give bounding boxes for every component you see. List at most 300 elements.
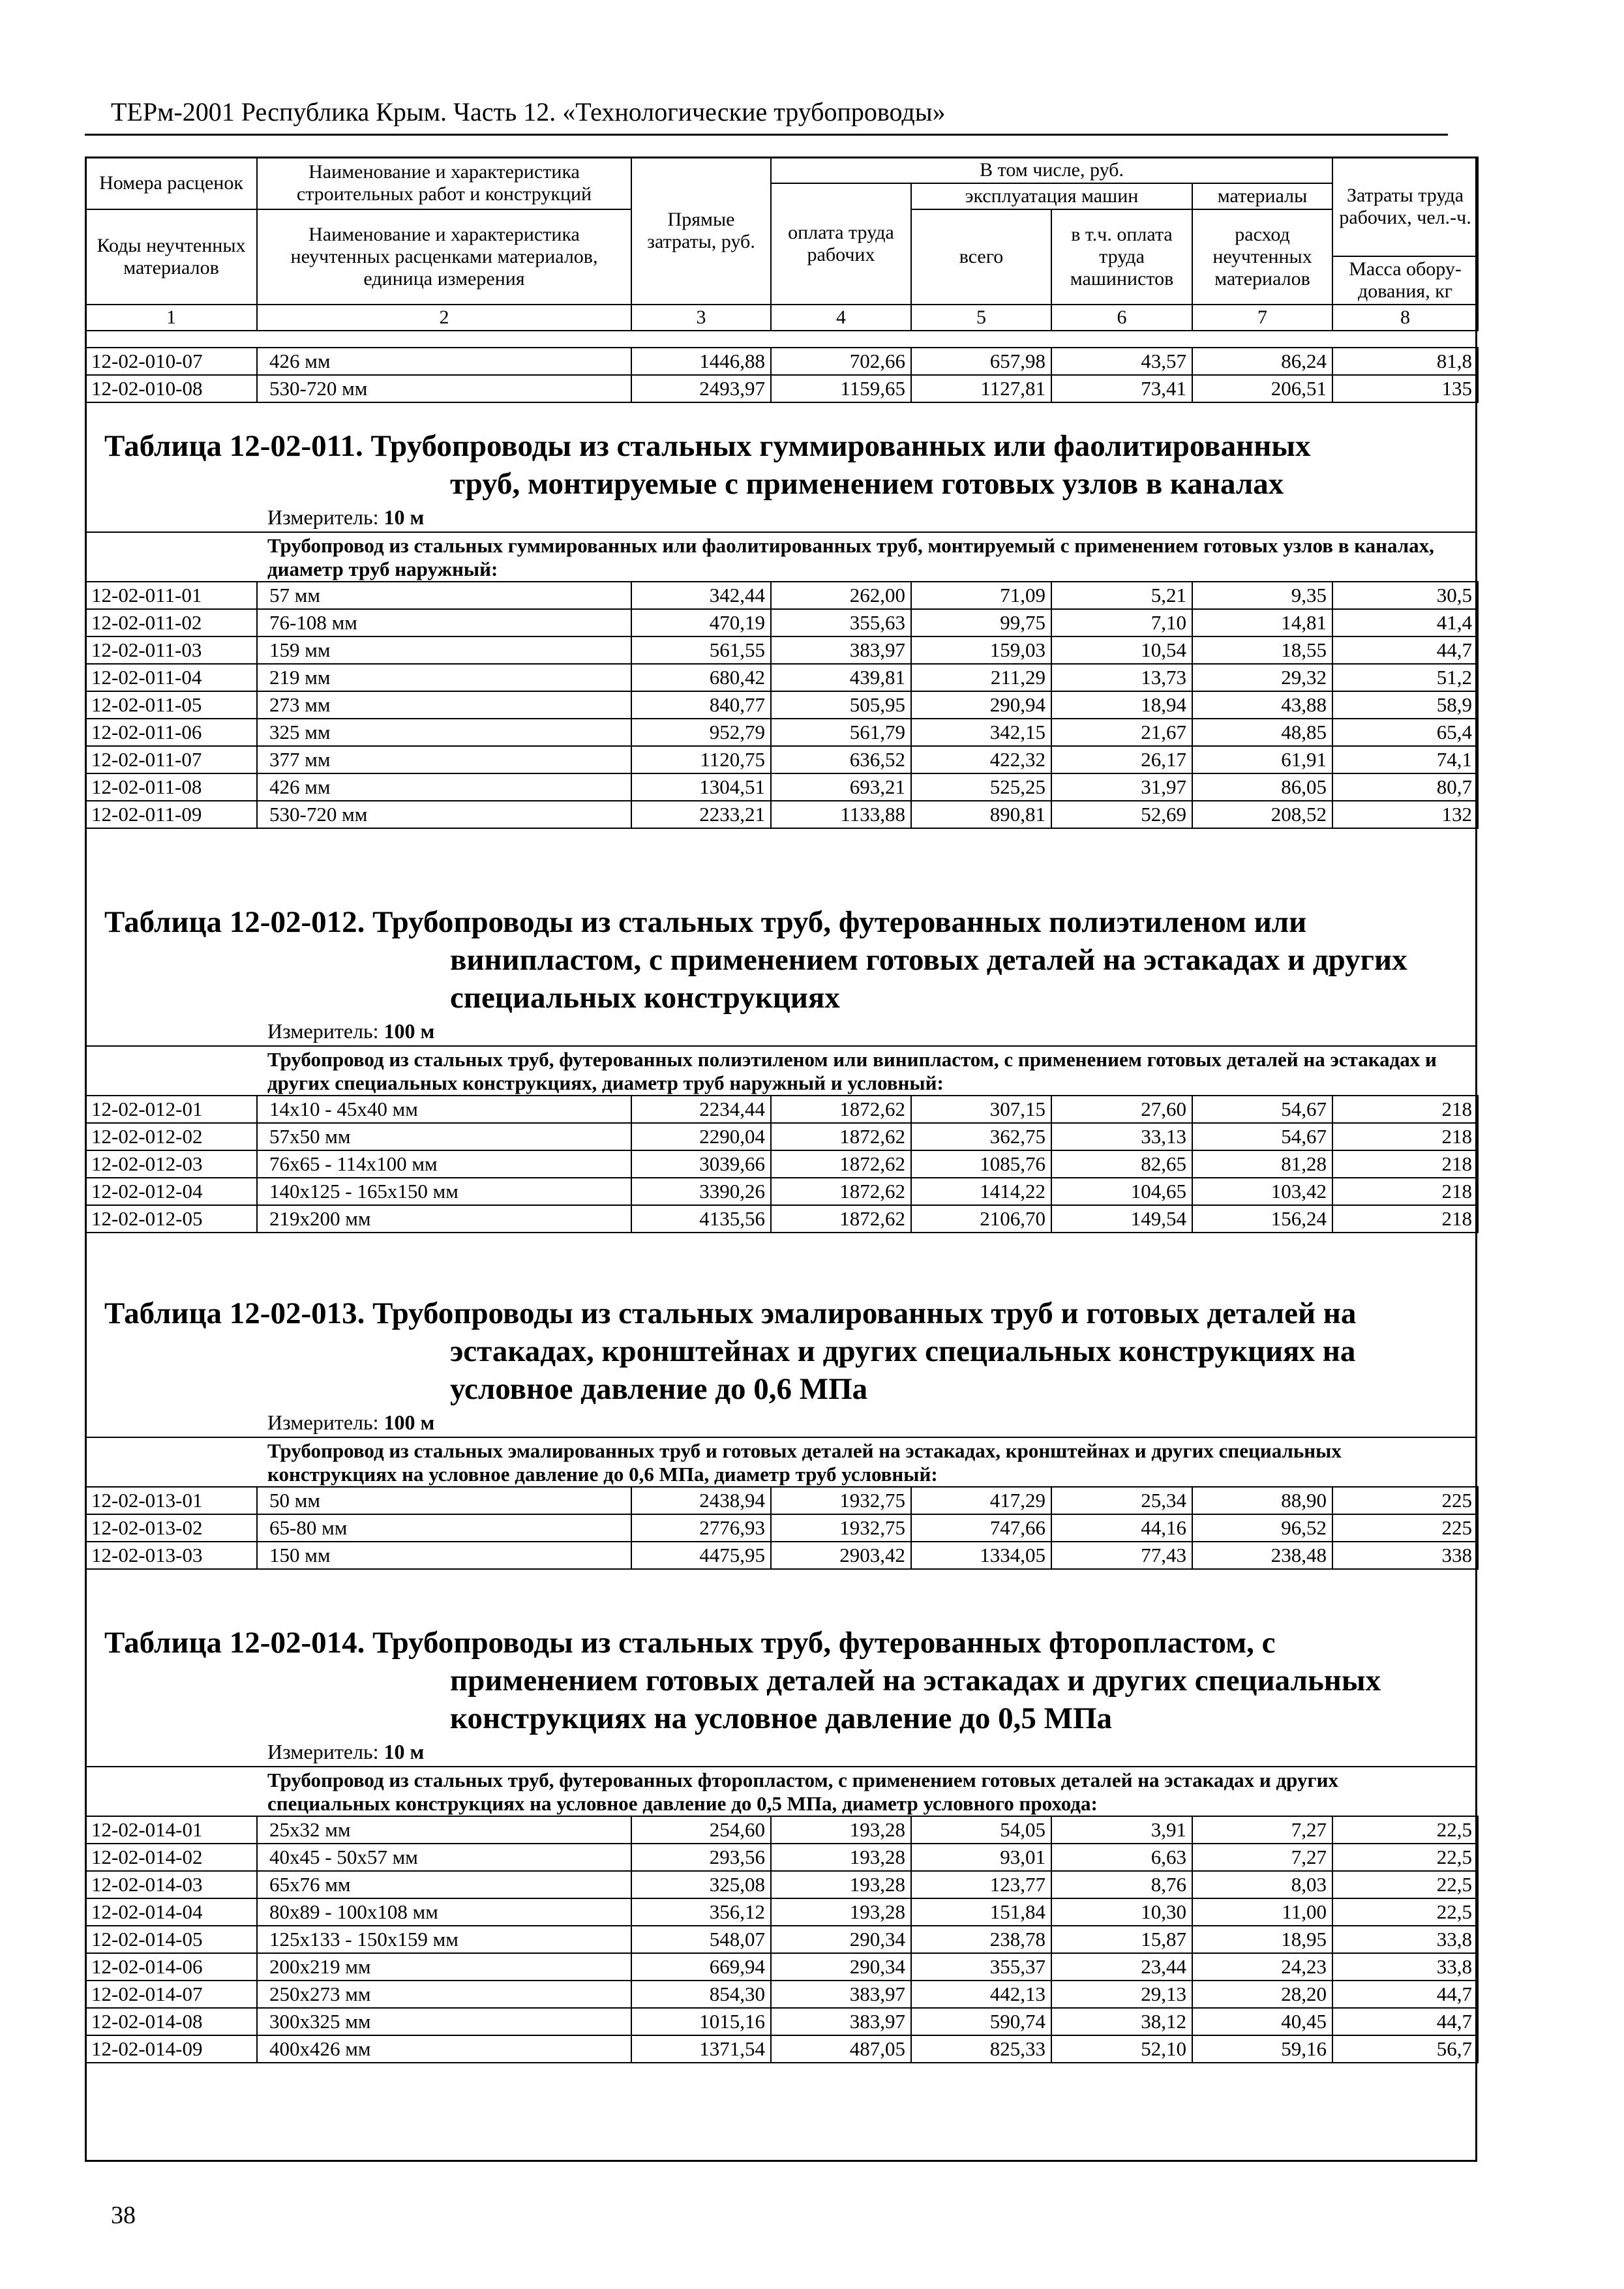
cell-worker-pay: 693,21	[771, 773, 911, 801]
cell-labor-costs: 135	[1332, 375, 1478, 402]
table-title-line: винипластом, с применением готовых деталей на эстакадах и других	[450, 943, 1407, 977]
table-row	[85, 1926, 1478, 1953]
cell-operator-pay: 6,63	[1051, 1844, 1192, 1871]
cell-material-consumption: 54,67	[1192, 1123, 1332, 1150]
cell-rate-code: 12-02-011-03	[85, 636, 257, 664]
cell-rate-code: 12-02-014-09	[85, 2035, 257, 2063]
cell-worker-pay: 383,97	[771, 636, 911, 664]
cell-rate-code: 12-02-013-01	[85, 1487, 257, 1514]
column-index: 4	[771, 305, 911, 331]
cell-rate-code: 12-02-014-04	[85, 1898, 257, 1926]
cell-direct-costs: 293,56	[631, 1844, 771, 1871]
table-row	[85, 746, 1478, 773]
cell-material-consumption: 156,24	[1192, 1205, 1332, 1233]
cell-machines-total: 1085,76	[911, 1150, 1051, 1178]
cell-direct-costs: 561,55	[631, 636, 771, 664]
cell-machines-total: 362,75	[911, 1123, 1051, 1150]
cell-labor-costs: 22,5	[1332, 1871, 1478, 1898]
table-row	[85, 1514, 1478, 1542]
cell-work-name: 65х76 мм	[257, 1871, 631, 1898]
cell-worker-pay: 193,28	[771, 1844, 911, 1871]
cell-material-consumption: 14,81	[1192, 609, 1332, 636]
cell-machines-total: 417,29	[911, 1487, 1051, 1514]
cell-work-name: 57х50 мм	[257, 1123, 631, 1150]
measure-value: 100 м	[383, 1019, 435, 1043]
cell-material-consumption: 61,91	[1192, 746, 1332, 773]
cell-machines-total: 590,74	[911, 2008, 1051, 2035]
table-row	[85, 1542, 1478, 1569]
cell-rate-code: 12-02-014-08	[85, 2008, 257, 2035]
header-rule	[85, 134, 1448, 136]
cell-labor-costs: 74,1	[1332, 746, 1478, 773]
cell-material-consumption: 88,90	[1192, 1487, 1332, 1514]
header-equipment-mass: Масса обору-дования, кг	[1332, 256, 1478, 305]
column-index: 7	[1192, 305, 1332, 331]
cell-labor-costs: 338	[1332, 1542, 1478, 1569]
table-row	[85, 1871, 1478, 1898]
measure-line	[85, 1408, 1477, 1437]
cell-worker-pay: 636,52	[771, 746, 911, 773]
cell-machines-total: 747,66	[911, 1514, 1051, 1542]
cell-machines-total: 2106,70	[911, 1205, 1051, 1233]
cell-worker-pay: 2903,42	[771, 1542, 911, 1569]
cell-rate-code: 12-02-011-08	[85, 773, 257, 801]
cell-worker-pay: 262,00	[771, 582, 911, 609]
cell-work-name: 14х10 - 45х40 мм	[257, 1096, 631, 1123]
table-title-line: Трубопроводы из стальных эмалированных труб и готовых деталей на	[372, 1296, 1357, 1330]
cell-direct-costs: 325,08	[631, 1871, 771, 1898]
cell-rate-code: 12-02-011-01	[85, 582, 257, 609]
cell-labor-costs: 44,7	[1332, 2008, 1478, 2035]
cell-work-name: 273 мм	[257, 691, 631, 719]
rates-table	[85, 1486, 1479, 1570]
cell-work-name: 530-720 мм	[257, 375, 631, 402]
cell-labor-costs: 44,7	[1332, 636, 1478, 664]
header-material-codes: Коды неучтенных материалов	[85, 209, 257, 305]
cell-labor-costs: 33,8	[1332, 1953, 1478, 1981]
cell-machines-total: 825,33	[911, 2035, 1051, 2063]
rates-table	[85, 581, 1479, 829]
column-index: 6	[1051, 305, 1192, 331]
cell-rate-code: 12-02-011-02	[85, 609, 257, 636]
cell-operator-pay: 13,73	[1051, 664, 1192, 691]
cell-material-consumption: 96,52	[1192, 1514, 1332, 1542]
table-row	[85, 1096, 1478, 1123]
header-work-name: Наименование и характеристика строительных работ и конструкций	[257, 157, 631, 209]
table-row	[85, 1178, 1478, 1205]
measure-label: Измеритель:	[267, 1740, 379, 1763]
cell-labor-costs: 218	[1332, 1123, 1478, 1150]
cell-material-consumption: 9,35	[1192, 582, 1332, 609]
cell-material-consumption: 86,24	[1192, 348, 1332, 375]
cell-operator-pay: 7,10	[1051, 609, 1192, 636]
cell-worker-pay: 383,97	[771, 1981, 911, 2008]
cell-machines-total: 1334,05	[911, 1542, 1051, 1569]
cell-direct-costs: 669,94	[631, 1953, 771, 1981]
cell-worker-pay: 193,28	[771, 1871, 911, 1898]
cell-material-consumption: 7,27	[1192, 1844, 1332, 1871]
cell-machines-total: 54,05	[911, 1816, 1051, 1844]
cell-rate-code: 12-02-014-03	[85, 1871, 257, 1898]
measure-value: 100 м	[383, 1411, 435, 1434]
table-row	[85, 1981, 1478, 2008]
cell-rate-code: 12-02-011-04	[85, 664, 257, 691]
table-row	[85, 1953, 1478, 1981]
cell-worker-pay: 1159,65	[771, 375, 911, 402]
cell-direct-costs: 1371,54	[631, 2035, 771, 2063]
cell-worker-pay: 1932,75	[771, 1514, 911, 1542]
cell-direct-costs: 1120,75	[631, 746, 771, 773]
table-title	[85, 903, 1477, 1017]
table-row	[85, 609, 1478, 636]
table-row	[85, 1123, 1478, 1150]
cell-work-name: 250х273 мм	[257, 1981, 631, 2008]
cell-direct-costs: 3039,66	[631, 1150, 771, 1178]
cell-direct-costs: 548,07	[631, 1926, 771, 1953]
cell-worker-pay: 1133,88	[771, 801, 911, 828]
cell-labor-costs: 65,4	[1332, 719, 1478, 746]
cell-labor-costs: 41,4	[1332, 609, 1478, 636]
cell-operator-pay: 5,21	[1051, 582, 1192, 609]
section-12-02-014	[85, 1624, 1477, 2063]
cell-rate-code: 12-02-012-02	[85, 1123, 257, 1150]
section-12-02-011	[85, 427, 1477, 829]
cell-rate-code: 12-02-014-01	[85, 1816, 257, 1844]
cell-direct-costs: 680,42	[631, 664, 771, 691]
cell-labor-costs: 81,8	[1332, 348, 1478, 375]
table-title-line: условное давление до 0,6 МПа	[450, 1372, 868, 1406]
cell-operator-pay: 3,91	[1051, 1816, 1192, 1844]
column-index-row	[85, 305, 1478, 331]
cell-machines-total: 525,25	[911, 773, 1051, 801]
cell-work-name: 400х426 мм	[257, 2035, 631, 2063]
cell-operator-pay: 26,17	[1051, 746, 1192, 773]
header-worker-pay: оплата труда рабочих	[771, 183, 911, 305]
cell-worker-pay: 383,97	[771, 2008, 911, 2035]
cell-material-consumption: 8,03	[1192, 1871, 1332, 1898]
cell-machines-total: 657,98	[911, 348, 1051, 375]
cell-rate-code: 12-02-014-07	[85, 1981, 257, 2008]
cell-labor-costs: 132	[1332, 801, 1478, 828]
cell-machines-total: 355,37	[911, 1953, 1051, 1981]
table-row	[85, 348, 1478, 375]
cell-direct-costs: 3390,26	[631, 1178, 771, 1205]
table-title-line: специальных конструкциях	[450, 981, 840, 1015]
table-description: Трубопровод из стальных труб, футерованных фторопластом, с применением готовых деталей на эстакадах и других специальных конструкциях на условное давление до 0,5 МПа, диаметр условного прохода:	[85, 1766, 1477, 1816]
cell-machines-total: 1127,81	[911, 375, 1051, 402]
cell-direct-costs: 1304,51	[631, 773, 771, 801]
header-operator-pay: в т.ч. оплата труда машинистов	[1051, 209, 1192, 305]
continued-table	[85, 347, 1479, 403]
cell-worker-pay: 1872,62	[771, 1123, 911, 1150]
cell-material-consumption: 18,55	[1192, 636, 1332, 664]
cell-worker-pay: 290,34	[771, 1926, 911, 1953]
cell-operator-pay: 31,97	[1051, 773, 1192, 801]
table-row	[85, 582, 1478, 609]
cell-direct-costs: 2234,44	[631, 1096, 771, 1123]
table-row	[85, 773, 1478, 801]
cell-operator-pay: 73,41	[1051, 375, 1192, 402]
cell-operator-pay: 8,76	[1051, 1871, 1192, 1898]
cell-rate-code: 12-02-012-04	[85, 1178, 257, 1205]
cell-material-consumption: 29,32	[1192, 664, 1332, 691]
measure-line	[85, 1017, 1477, 1045]
cell-machines-total: 211,29	[911, 664, 1051, 691]
cell-operator-pay: 43,57	[1051, 348, 1192, 375]
cell-labor-costs: 225	[1332, 1487, 1478, 1514]
table-title	[85, 1624, 1477, 1737]
column-index: 2	[257, 305, 631, 331]
table-row	[85, 1898, 1478, 1926]
cell-machines-total: 1414,22	[911, 1178, 1051, 1205]
cell-machines-total: 442,13	[911, 1981, 1051, 2008]
measure-value: 10 м	[383, 1740, 425, 1763]
cell-work-name: 125х133 - 150х159 мм	[257, 1926, 631, 1953]
cell-worker-pay: 355,63	[771, 609, 911, 636]
header-material-consumption: расход неучтенных материалов	[1192, 209, 1332, 305]
cell-material-consumption: 208,52	[1192, 801, 1332, 828]
table-number: Таблица 12-02-014.	[104, 1626, 365, 1660]
cell-rate-code: 12-02-013-03	[85, 1542, 257, 1569]
cell-material-consumption: 24,23	[1192, 1953, 1332, 1981]
cell-operator-pay: 21,67	[1051, 719, 1192, 746]
cell-work-name: 65-80 мм	[257, 1514, 631, 1542]
table-title	[85, 427, 1477, 503]
cell-operator-pay: 23,44	[1051, 1953, 1192, 1981]
measure-label: Измеритель:	[267, 1019, 379, 1043]
cell-worker-pay: 702,66	[771, 348, 911, 375]
table-row	[85, 375, 1478, 402]
table-number: Таблица 12-02-013.	[104, 1296, 365, 1330]
table-row	[85, 664, 1478, 691]
table-row	[85, 1816, 1478, 1844]
cell-work-name: 40х45 - 50х57 мм	[257, 1844, 631, 1871]
cell-work-name: 76х65 - 114х100 мм	[257, 1150, 631, 1178]
cell-material-consumption: 43,88	[1192, 691, 1332, 719]
cell-direct-costs: 342,44	[631, 582, 771, 609]
cell-operator-pay: 104,65	[1051, 1178, 1192, 1205]
cell-operator-pay: 149,54	[1051, 1205, 1192, 1233]
cell-labor-costs: 218	[1332, 1096, 1478, 1123]
cell-worker-pay: 193,28	[771, 1816, 911, 1844]
section-12-02-013	[85, 1294, 1477, 1570]
cell-machines-total: 890,81	[911, 801, 1051, 828]
cell-labor-costs: 51,2	[1332, 664, 1478, 691]
cell-work-name: 530-720 мм	[257, 801, 631, 828]
cell-worker-pay: 1932,75	[771, 1487, 911, 1514]
table-number: Таблица 12-02-011.	[104, 429, 363, 463]
cell-labor-costs: 58,9	[1332, 691, 1478, 719]
section-12-02-012	[85, 903, 1477, 1233]
cell-operator-pay: 82,65	[1051, 1150, 1192, 1178]
table-row	[85, 691, 1478, 719]
header-machine-operation: эксплуатация машин	[911, 183, 1192, 209]
cell-machines-total: 151,84	[911, 1898, 1051, 1926]
cell-work-name: 219х200 мм	[257, 1205, 631, 1233]
cell-rate-code: 12-02-014-02	[85, 1844, 257, 1871]
table-row	[85, 1150, 1478, 1178]
table-title-line: Трубопроводы из стальных труб, футерованных фторопластом, с	[372, 1626, 1276, 1660]
cell-rate-code: 12-02-011-06	[85, 719, 257, 746]
header-rate-numbers: Номера расценок	[85, 157, 257, 209]
cell-worker-pay: 561,79	[771, 719, 911, 746]
cell-work-name: 76-108 мм	[257, 609, 631, 636]
cell-work-name: 159 мм	[257, 636, 631, 664]
header-including-group: В том числе, руб.	[771, 157, 1332, 183]
measure-line	[85, 1737, 1477, 1766]
table-row	[85, 2035, 1478, 2063]
header-labor-costs: Затраты труда рабочих, чел.-ч.	[1332, 157, 1478, 256]
cell-labor-costs: 22,5	[1332, 1898, 1478, 1926]
cell-material-consumption: 206,51	[1192, 375, 1332, 402]
cell-worker-pay: 1872,62	[771, 1150, 911, 1178]
cell-material-consumption: 28,20	[1192, 1981, 1332, 2008]
column-index: 5	[911, 305, 1051, 331]
cell-direct-costs: 4475,95	[631, 1542, 771, 1569]
cell-worker-pay: 193,28	[771, 1898, 911, 1926]
cell-work-name: 426 мм	[257, 348, 631, 375]
cell-machines-total: 238,78	[911, 1926, 1051, 1953]
cell-material-consumption: 48,85	[1192, 719, 1332, 746]
cell-machines-total: 93,01	[911, 1844, 1051, 1871]
cell-material-consumption: 7,27	[1192, 1816, 1332, 1844]
cell-rate-code: 12-02-012-05	[85, 1205, 257, 1233]
cell-direct-costs: 840,77	[631, 691, 771, 719]
cell-material-consumption: 59,16	[1192, 2035, 1332, 2063]
cell-operator-pay: 18,94	[1051, 691, 1192, 719]
cell-operator-pay: 33,13	[1051, 1123, 1192, 1150]
cell-rate-code: 12-02-014-06	[85, 1953, 257, 1981]
rates-table	[85, 1095, 1479, 1233]
cell-operator-pay: 27,60	[1051, 1096, 1192, 1123]
cell-work-name: 140х125 - 165х150 мм	[257, 1178, 631, 1205]
table-row	[85, 1844, 1478, 1871]
cell-rate-code: 12-02-014-05	[85, 1926, 257, 1953]
cell-operator-pay: 38,12	[1051, 2008, 1192, 2035]
cell-labor-costs: 22,5	[1332, 1816, 1478, 1844]
page-number: 38	[111, 2202, 136, 2229]
cell-work-name: 80х89 - 100х108 мм	[257, 1898, 631, 1926]
cell-rate-code: 12-02-011-05	[85, 691, 257, 719]
cell-work-name: 426 мм	[257, 773, 631, 801]
cell-rate-code: 12-02-010-08	[85, 375, 257, 402]
cell-rate-code: 12-02-013-02	[85, 1514, 257, 1542]
table-description: Трубопровод из стальных труб, футерованных полиэтиленом или винипластом, с применением готовых деталей на эстакадах и других специальных конструкциях, диаметр труб наружный и условный:	[85, 1045, 1477, 1095]
cell-labor-costs: 56,7	[1332, 2035, 1478, 2063]
cell-worker-pay: 1872,62	[771, 1096, 911, 1123]
cell-work-name: 200х219 мм	[257, 1953, 631, 1981]
table-description: Трубопровод из стальных гуммированных или фаолитированных труб, монтируемый с применением готовых узлов в каналах, диаметр труб наружный:	[85, 531, 1477, 581]
column-index: 3	[631, 305, 771, 331]
cell-direct-costs: 2290,04	[631, 1123, 771, 1150]
cell-machines-total: 71,09	[911, 582, 1051, 609]
cell-worker-pay: 487,05	[771, 2035, 911, 2063]
table-row	[85, 801, 1478, 828]
cell-operator-pay: 77,43	[1051, 1542, 1192, 1569]
table-title-line: применением готовых деталей на эстакадах и других специальных	[450, 1664, 1381, 1698]
cell-direct-costs: 470,19	[631, 609, 771, 636]
column-index: 8	[1332, 305, 1478, 331]
cell-direct-costs: 2438,94	[631, 1487, 771, 1514]
cell-machines-total: 159,03	[911, 636, 1051, 664]
cell-labor-costs: 218	[1332, 1178, 1478, 1205]
cell-worker-pay: 1872,62	[771, 1205, 911, 1233]
table-row	[85, 1205, 1478, 1233]
table-description: Трубопровод из стальных эмалированных труб и готовых деталей на эстакадах, кронштейнах и других специальных конструкциях на условное давление до 0,6 МПа, диаметр труб условный:	[85, 1437, 1477, 1486]
cell-worker-pay: 1872,62	[771, 1178, 911, 1205]
header-materials: материалы	[1192, 183, 1332, 209]
cell-direct-costs: 854,30	[631, 1981, 771, 2008]
cell-material-consumption: 11,00	[1192, 1898, 1332, 1926]
header-material-name: Наименование и характеристика неучтенных расценками материалов, единица измерения	[257, 209, 631, 305]
cell-machines-total: 342,15	[911, 719, 1051, 746]
cell-rate-code: 12-02-012-01	[85, 1096, 257, 1123]
table-number: Таблица 12-02-012.	[104, 905, 365, 939]
cell-direct-costs: 2776,93	[631, 1514, 771, 1542]
header-machines-total: всего	[911, 209, 1051, 305]
column-index: 1	[85, 305, 257, 331]
cell-labor-costs: 30,5	[1332, 582, 1478, 609]
table-title-line: конструкциях на условное давление до 0,5 МПа	[450, 1701, 1112, 1735]
cell-material-consumption: 54,67	[1192, 1096, 1332, 1123]
cell-operator-pay: 44,16	[1051, 1514, 1192, 1542]
cell-direct-costs: 4135,56	[631, 1205, 771, 1233]
cell-direct-costs: 254,60	[631, 1816, 771, 1844]
cell-work-name: 25х32 мм	[257, 1816, 631, 1844]
cell-machines-total: 99,75	[911, 609, 1051, 636]
cell-material-consumption: 238,48	[1192, 1542, 1332, 1569]
cell-machines-total: 123,77	[911, 1871, 1051, 1898]
cell-machines-total: 307,15	[911, 1096, 1051, 1123]
cell-operator-pay: 29,13	[1051, 1981, 1192, 2008]
table-row	[85, 1487, 1478, 1514]
cell-worker-pay: 439,81	[771, 664, 911, 691]
table-title-line: Трубопроводы из стальных гуммированных или фаолитированных	[370, 429, 1311, 463]
cell-direct-costs: 1446,88	[631, 348, 771, 375]
cell-material-consumption: 86,05	[1192, 773, 1332, 801]
cell-worker-pay: 505,95	[771, 691, 911, 719]
cell-rate-code: 12-02-011-09	[85, 801, 257, 828]
cell-direct-costs: 2493,97	[631, 375, 771, 402]
header-direct-costs: Прямые затраты, руб.	[631, 157, 771, 305]
measure-label: Измеритель:	[267, 1411, 379, 1434]
cell-labor-costs: 218	[1332, 1205, 1478, 1233]
cell-machines-total: 422,32	[911, 746, 1051, 773]
cell-operator-pay: 25,34	[1051, 1487, 1192, 1514]
cell-material-consumption: 103,42	[1192, 1178, 1332, 1205]
cell-direct-costs: 2233,21	[631, 801, 771, 828]
cell-labor-costs: 218	[1332, 1150, 1478, 1178]
rates-table	[85, 1816, 1479, 2063]
cell-labor-costs: 33,8	[1332, 1926, 1478, 1953]
cell-operator-pay: 52,69	[1051, 801, 1192, 828]
column-header-table	[85, 157, 1479, 331]
cell-work-name: 325 мм	[257, 719, 631, 746]
table-row	[85, 2008, 1478, 2035]
cell-operator-pay: 10,30	[1051, 1898, 1192, 1926]
cell-rate-code: 12-02-010-07	[85, 348, 257, 375]
measure-label: Измеритель:	[267, 505, 379, 529]
cell-work-name: 219 мм	[257, 664, 631, 691]
cell-direct-costs: 952,79	[631, 719, 771, 746]
table-row	[85, 719, 1478, 746]
cell-operator-pay: 10,54	[1051, 636, 1192, 664]
cell-rate-code: 12-02-012-03	[85, 1150, 257, 1178]
cell-work-name: 377 мм	[257, 746, 631, 773]
table-title-line: эстакадах, кронштейнах и других специальных конструкциях на	[450, 1334, 1356, 1368]
cell-direct-costs: 356,12	[631, 1898, 771, 1926]
cell-work-name: 57 мм	[257, 582, 631, 609]
